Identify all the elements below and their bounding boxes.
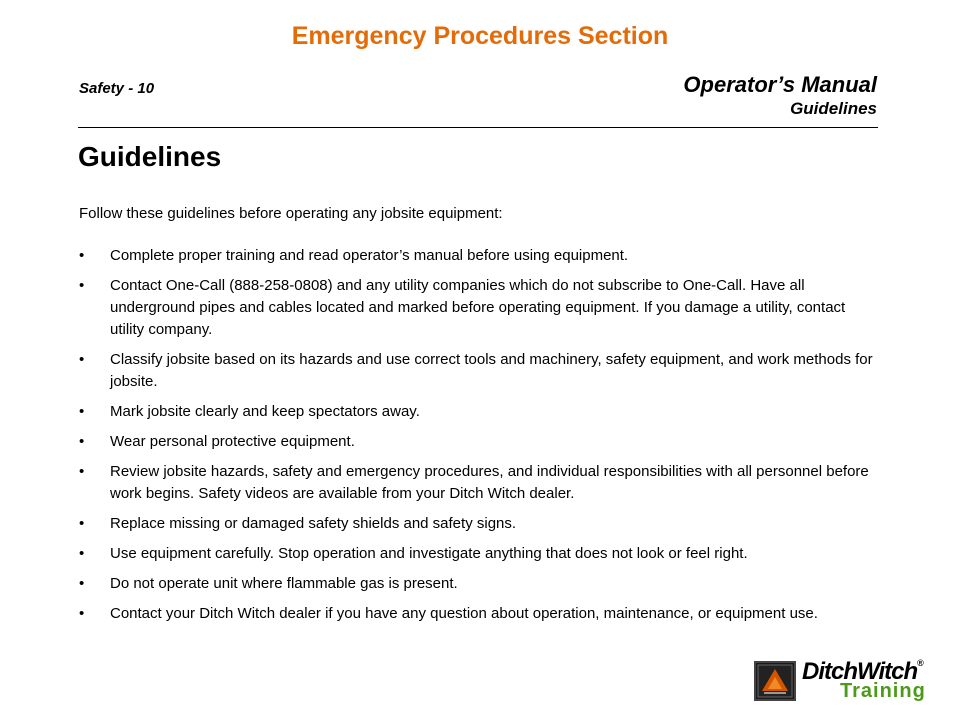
list-item	[79, 275, 879, 341]
list-item	[79, 573, 879, 595]
list-item-text: Do not operate unit where flammable gas is present.	[110, 575, 458, 592]
list-item	[79, 543, 879, 565]
bullet-icon: •	[79, 247, 85, 264]
list-item	[79, 431, 879, 453]
list-item-text: Contact One-Call (888-258-0808) and any utility companies which do not subscribe to One-Call. Have all underground pipes and cables located and marked before operating equipment. If you damage a utility, contact utility company.	[110, 277, 846, 338]
list-item-text: Wear personal protective equipment.	[110, 433, 355, 450]
bullet-icon: •	[79, 575, 85, 592]
list-item	[79, 401, 879, 423]
list-item	[79, 513, 879, 535]
list-item-text: Classify jobsite based on its hazards and use correct tools and machinery, safety equipment, and work methods for jobsite.	[110, 351, 873, 390]
page-number-label: Safety - 10	[79, 80, 155, 97]
registered-mark: ®	[917, 658, 924, 668]
list-item	[79, 349, 879, 393]
list-item-text: Replace missing or damaged safety shields and safety signs.	[110, 515, 517, 532]
bullet-icon: •	[79, 277, 85, 294]
section-heading: Guidelines	[78, 141, 222, 172]
bullet-icon: •	[79, 433, 85, 450]
logo-training-text: Training	[840, 680, 926, 702]
header-divider	[78, 127, 878, 128]
list-item	[79, 603, 879, 625]
list-item-text: Use equipment carefully. Stop operation and investigate anything that does not look or feel right.	[110, 545, 748, 562]
bullet-icon: •	[79, 515, 85, 532]
list-item-text: Contact your Ditch Witch dealer if you have any question about operation, maintenance, or equipment use.	[110, 605, 818, 622]
list-item-text: Review jobsite hazards, safety and emergency procedures, and individual responsibilities with all personnel before work begins. Safety videos are available from your Ditch Witch dealer.	[110, 463, 869, 502]
list-item	[79, 461, 879, 505]
manual-header	[683, 72, 877, 120]
slide-title: Emergency Procedures Section	[291, 22, 669, 50]
bullet-icon: •	[79, 351, 85, 368]
list-item-text: Complete proper training and read operator’s manual before using equipment.	[110, 247, 629, 264]
bullet-icon: •	[79, 545, 85, 562]
bullet-icon: •	[79, 403, 85, 420]
manual-title: Operator’s Manual	[683, 72, 877, 97]
guidelines-list	[79, 245, 879, 633]
list-item-text: Mark jobsite clearly and keep spectators away.	[110, 403, 420, 420]
intro-text: Follow these guidelines before operating any jobsite equipment:	[79, 205, 503, 222]
manual-subtitle: Guidelines	[790, 99, 877, 118]
list-item	[79, 245, 879, 267]
ditch-witch-emblem-icon	[754, 661, 796, 701]
bullet-icon: •	[79, 463, 85, 480]
logo-wordmark-text: DitchWitch	[802, 658, 918, 685]
bullet-icon: •	[79, 605, 85, 622]
ditch-witch-training-logo	[754, 660, 944, 704]
